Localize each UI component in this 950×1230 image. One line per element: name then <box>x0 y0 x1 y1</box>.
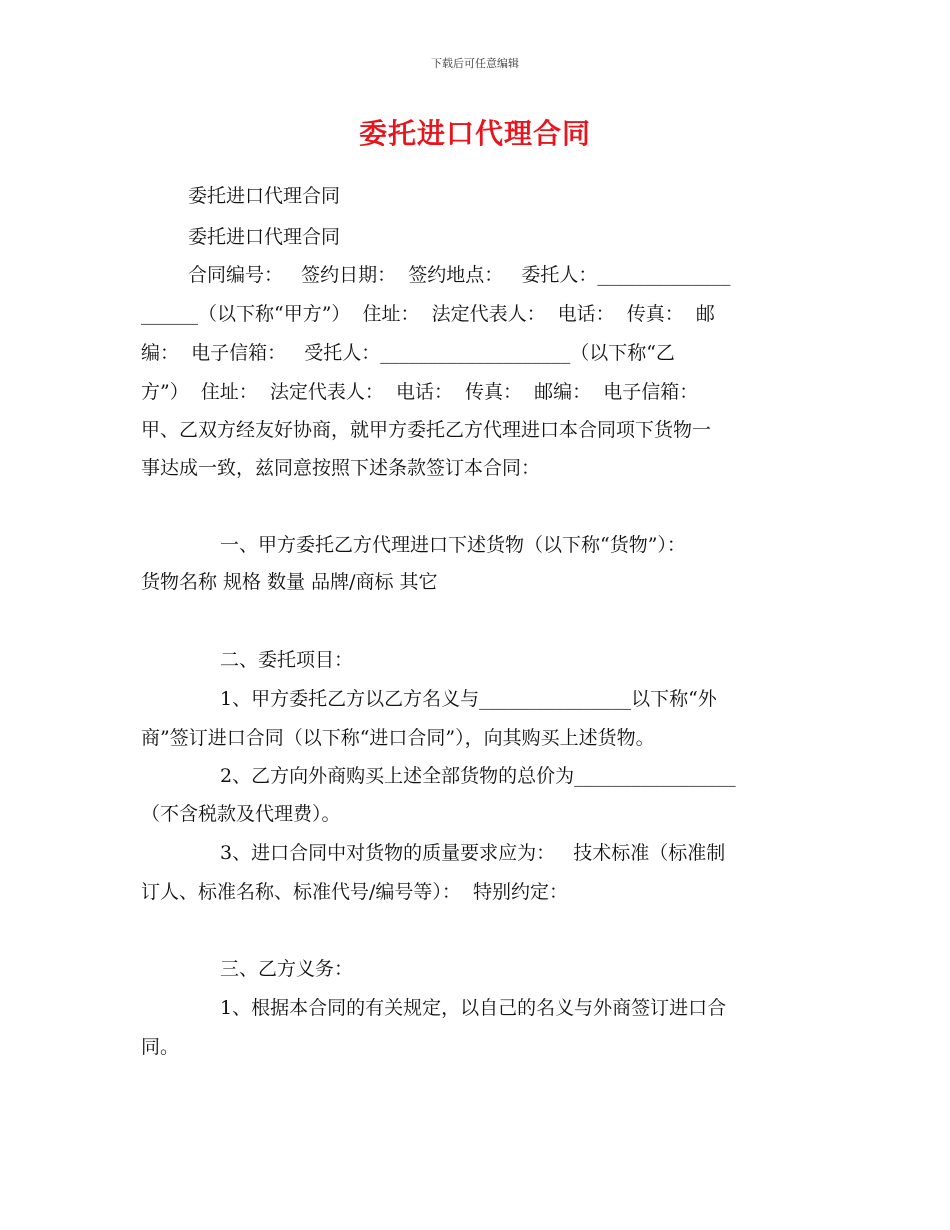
paragraph-line: 2、乙方向外商购买上述全部货物的总价为_________________ <box>220 765 736 787</box>
paragraph-line: （不含税款及代理费）。 <box>141 803 341 825</box>
section-heading: 三、乙方义务： <box>220 958 354 980</box>
section-heading: 一、甲方委托乙方代理进口下述货物（以下称“货物”）： <box>220 534 686 556</box>
paragraph-line: 委托进口代理合同 <box>188 226 341 248</box>
paragraph-line: 编： 电子信箱： 受托人：____________________（以下称“乙 <box>141 342 675 364</box>
paragraph-line: 同。 <box>141 1036 180 1058</box>
paragraph-line: ______（以下称“甲方”） 住址： 法定代表人： 电话： 传真： 邮 <box>141 303 715 325</box>
paragraph-line: 合同编号： 签约日期： 签约地点： 委托人：______________ <box>188 264 731 286</box>
paragraph-line: 1、甲方委托乙方以乙方名义与________________以下称“外 <box>220 688 717 710</box>
paragraph-line: 3、进口合同中对货物的质量要求应为： 技术标准（标准制 <box>220 842 726 864</box>
section-heading: 二、委托项目： <box>220 649 354 671</box>
page-header-note: 下载后可任意编辑 <box>431 57 519 70</box>
paragraph-line: 货物名称 规格 数量 品牌/商标 其它 <box>141 571 438 593</box>
paragraph-line: 甲、乙双方经友好协商，就甲方委托乙方代理进口本合同项下货物一 <box>141 419 712 441</box>
paragraph-line: 方”） 住址： 法定代表人： 电话： 传真： 邮编： 电子信箱： <box>141 381 699 403</box>
paragraph-line: 事达成一致，兹同意按照下述条款签订本合同： <box>141 457 541 479</box>
paragraph-line: 委托进口代理合同 <box>188 185 341 207</box>
paragraph-line: 1、根据本合同的有关规定，以自己的名义与外商签订进口合 <box>220 997 727 1019</box>
document-title: 委托进口代理合同 <box>358 117 591 150</box>
paragraph-line: 商”签订进口合同（以下称“进口合同”），向其购买上述货物。 <box>141 727 655 749</box>
paragraph-line: 订人、标准名称、标准代号/编号等）： 特别约定： <box>141 881 568 903</box>
